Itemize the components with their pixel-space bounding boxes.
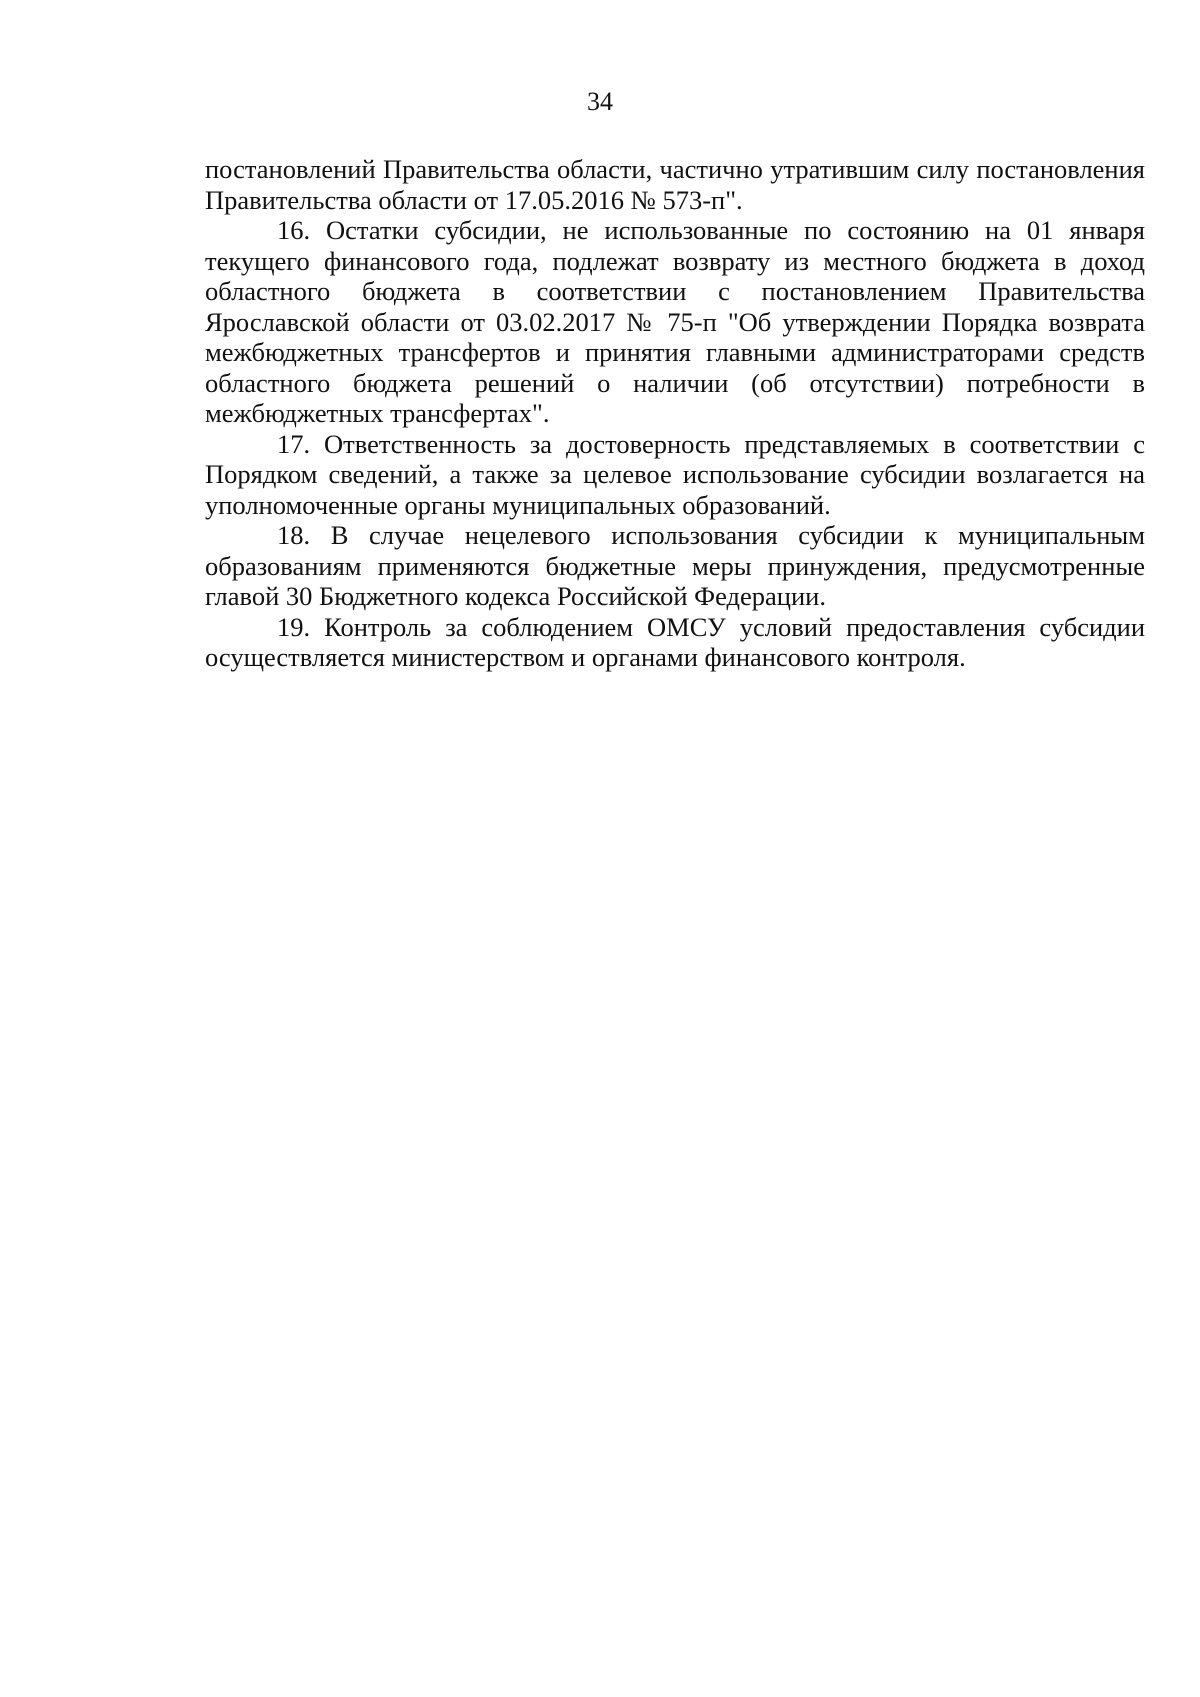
- document-body: [205, 154, 1145, 673]
- page-number: 34: [587, 87, 613, 116]
- paragraph-clause-17: 17. Ответственность за достоверность представляемых в соответствии с Порядком сведений, а также за целевое использование субсидии возлагается на уполномоченные органы муниципальных образований.: [205, 428, 1145, 520]
- paragraph-clause-19: 19. Контроль за соблюдением ОМСУ условий предоставления субсидии осуществляется министерством и органами финансового контроля.: [205, 611, 1145, 672]
- paragraph-clause-16: 16. Остатки субсидии, не использованные по состоянию на 01 января текущего финансового года, подлежат возврату из местного бюджета в доход областного бюджета в соответствии с постановлением Правительства Ярославской области от 03.02.2017 № 75-п "Об утверждении Порядка возврата межбюджетных трансфертов и принятия главными администраторами средств областного бюджета решений о наличии (об отсутствии) потребности в межбюджетных трансфертах".: [205, 215, 1145, 428]
- paragraph-continuation: постановлений Правительства области, частично утратившим силу постановления Правительства области от 17.05.2016 № 573-п".: [205, 154, 1145, 215]
- paragraph-clause-18: 18. В случае нецелевого использования субсидии к муниципальным образованиям применяются бюджетные меры принуждения, предусмотренные главой 30 Бюджетного кодекса Российской Федерации.: [205, 520, 1145, 611]
